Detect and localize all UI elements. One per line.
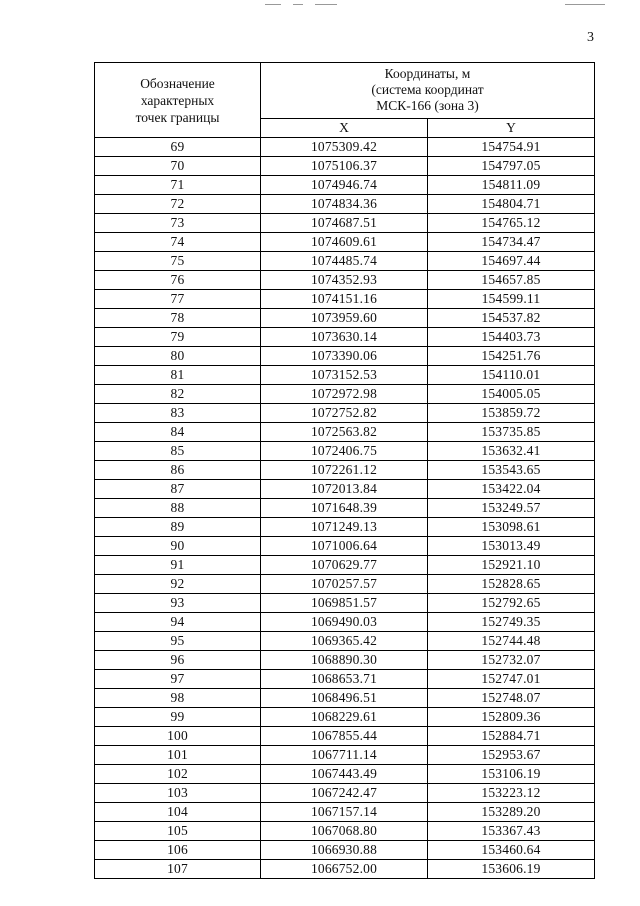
x-coordinate-cell: 1072013.84 [261,480,428,499]
point-number-cell: 91 [95,556,261,575]
x-coordinate-cell: 1066930.88 [261,841,428,860]
table-row [95,803,595,822]
y-coordinate-cell: 152747.01 [428,670,595,689]
point-number-cell: 94 [95,613,261,632]
x-coordinate-cell: 1074485.74 [261,252,428,271]
y-coordinate-cell: 154804.71 [428,195,595,214]
point-number-cell: 89 [95,518,261,537]
table-row [95,461,595,480]
table-row [95,499,595,518]
x-coordinate-cell: 1074834.36 [261,195,428,214]
x-coordinate-cell: 1066752.00 [261,860,428,879]
point-number-cell: 96 [95,651,261,670]
table-row [95,822,595,841]
x-coordinate-cell: 1067711.14 [261,746,428,765]
x-coordinate-cell: 1070629.77 [261,556,428,575]
y-coordinate-cell: 154734.47 [428,233,595,252]
x-coordinate-cell: 1074687.51 [261,214,428,233]
table-row [95,423,595,442]
page-number: 3 [587,30,594,45]
point-number-cell: 95 [95,632,261,651]
point-number-cell: 107 [95,860,261,879]
table-row [95,708,595,727]
point-number-cell: 71 [95,176,261,195]
table-row [95,442,595,461]
x-coordinate-cell: 1069365.42 [261,632,428,651]
point-number-cell: 98 [95,689,261,708]
x-coordinate-cell: 1068890.30 [261,651,428,670]
x-coordinate-cell: 1075106.37 [261,157,428,176]
x-coordinate-cell: 1072563.82 [261,423,428,442]
y-coordinate-cell: 152809.36 [428,708,595,727]
header-x: X [261,118,428,137]
point-number-cell: 76 [95,271,261,290]
x-coordinate-cell: 1074946.74 [261,176,428,195]
y-coordinate-cell: 154765.12 [428,214,595,233]
x-coordinate-cell: 1075309.42 [261,138,428,157]
table-header [95,63,595,138]
table-row [95,575,595,594]
y-coordinate-cell: 153543.65 [428,461,595,480]
y-coordinate-cell: 152953.67 [428,746,595,765]
y-coordinate-cell: 154657.85 [428,271,595,290]
x-coordinate-cell: 1073630.14 [261,328,428,347]
y-coordinate-cell: 154005.05 [428,385,595,404]
point-number-cell: 88 [95,499,261,518]
header-y: Y [428,118,595,137]
y-coordinate-cell: 154537.82 [428,309,595,328]
table-row [95,651,595,670]
y-coordinate-cell: 152749.35 [428,613,595,632]
header-coordinates: Координаты, м (система координат МСК-166 (зона 3) [261,63,595,119]
x-coordinate-cell: 1068229.61 [261,708,428,727]
table-row [95,176,595,195]
header-boundary-points: Обозначение характерных точек границы [95,63,261,138]
y-coordinate-cell: 153859.72 [428,404,595,423]
table-row [95,214,595,233]
table-row [95,556,595,575]
table-row [95,670,595,689]
y-coordinate-cell: 152921.10 [428,556,595,575]
x-coordinate-cell: 1072972.98 [261,385,428,404]
table-row [95,613,595,632]
table-row [95,252,595,271]
x-coordinate-cell: 1072752.82 [261,404,428,423]
point-number-cell: 69 [95,138,261,157]
table-row [95,195,595,214]
point-number-cell: 105 [95,822,261,841]
point-number-cell: 100 [95,727,261,746]
table-row [95,860,595,879]
y-coordinate-cell: 152792.65 [428,594,595,613]
point-number-cell: 84 [95,423,261,442]
x-coordinate-cell: 1074609.61 [261,233,428,252]
y-coordinate-cell: 153098.61 [428,518,595,537]
table-row [95,271,595,290]
table-row [95,385,595,404]
table-row [95,784,595,803]
y-coordinate-cell: 153223.12 [428,784,595,803]
x-coordinate-cell: 1067068.80 [261,822,428,841]
table-row [95,594,595,613]
y-coordinate-cell: 153106.19 [428,765,595,784]
y-coordinate-cell: 154797.05 [428,157,595,176]
point-number-cell: 70 [95,157,261,176]
table-row [95,765,595,784]
table-body [95,138,595,879]
table-row [95,233,595,252]
y-coordinate-cell: 152732.07 [428,651,595,670]
table-row [95,518,595,537]
y-coordinate-cell: 153249.57 [428,499,595,518]
point-number-cell: 97 [95,670,261,689]
x-coordinate-cell: 1071249.13 [261,518,428,537]
y-coordinate-cell: 154251.76 [428,347,595,366]
y-coordinate-cell: 153289.20 [428,803,595,822]
x-coordinate-cell: 1067855.44 [261,727,428,746]
x-coordinate-cell: 1074151.16 [261,290,428,309]
x-coordinate-cell: 1074352.93 [261,271,428,290]
x-coordinate-cell: 1069490.03 [261,613,428,632]
table-row [95,404,595,423]
point-number-cell: 85 [95,442,261,461]
x-coordinate-cell: 1067242.47 [261,784,428,803]
x-coordinate-cell: 1073959.60 [261,309,428,328]
point-number-cell: 106 [95,841,261,860]
y-coordinate-cell: 153422.04 [428,480,595,499]
point-number-cell: 72 [95,195,261,214]
point-number-cell: 79 [95,328,261,347]
point-number-cell: 104 [95,803,261,822]
table-row [95,290,595,309]
point-number-cell: 102 [95,765,261,784]
point-number-cell: 74 [95,233,261,252]
point-number-cell: 103 [95,784,261,803]
x-coordinate-cell: 1067443.49 [261,765,428,784]
point-number-cell: 73 [95,214,261,233]
y-coordinate-cell: 153367.43 [428,822,595,841]
point-number-cell: 101 [95,746,261,765]
point-number-cell: 83 [95,404,261,423]
y-coordinate-cell: 153013.49 [428,537,595,556]
y-coordinate-cell: 153460.64 [428,841,595,860]
x-coordinate-cell: 1073152.53 [261,366,428,385]
x-coordinate-cell: 1072406.75 [261,442,428,461]
y-coordinate-cell: 152744.48 [428,632,595,651]
y-coordinate-cell: 153606.19 [428,860,595,879]
y-coordinate-cell: 153632.41 [428,442,595,461]
x-coordinate-cell: 1071006.64 [261,537,428,556]
y-coordinate-cell: 152748.07 [428,689,595,708]
y-coordinate-cell: 152884.71 [428,727,595,746]
table-row [95,537,595,556]
point-number-cell: 92 [95,575,261,594]
x-coordinate-cell: 1068653.71 [261,670,428,689]
point-number-cell: 90 [95,537,261,556]
point-number-cell: 80 [95,347,261,366]
x-coordinate-cell: 1073390.06 [261,347,428,366]
point-number-cell: 86 [95,461,261,480]
y-coordinate-cell: 154697.44 [428,252,595,271]
y-coordinate-cell: 154110.01 [428,366,595,385]
table-row [95,746,595,765]
table-row [95,632,595,651]
point-number-cell: 99 [95,708,261,727]
table-row [95,841,595,860]
y-coordinate-cell: 153735.85 [428,423,595,442]
x-coordinate-cell: 1072261.12 [261,461,428,480]
table-row [95,309,595,328]
point-number-cell: 82 [95,385,261,404]
point-number-cell: 81 [95,366,261,385]
y-coordinate-cell: 154811.09 [428,176,595,195]
x-coordinate-cell: 1067157.14 [261,803,428,822]
point-number-cell: 77 [95,290,261,309]
table-row [95,347,595,366]
table-row [95,727,595,746]
scan-edge-marks [265,4,625,6]
x-coordinate-cell: 1068496.51 [261,689,428,708]
table-row [95,157,595,176]
point-number-cell: 75 [95,252,261,271]
y-coordinate-cell: 154403.73 [428,328,595,347]
table-row [95,480,595,499]
x-coordinate-cell: 1070257.57 [261,575,428,594]
table-row [95,138,595,157]
x-coordinate-cell: 1071648.39 [261,499,428,518]
point-number-cell: 78 [95,309,261,328]
y-coordinate-cell: 154754.91 [428,138,595,157]
table-row [95,689,595,708]
table-row [95,366,595,385]
y-coordinate-cell: 152828.65 [428,575,595,594]
y-coordinate-cell: 154599.11 [428,290,595,309]
coordinates-table [94,62,595,879]
x-coordinate-cell: 1069851.57 [261,594,428,613]
point-number-cell: 87 [95,480,261,499]
table-row [95,328,595,347]
point-number-cell: 93 [95,594,261,613]
